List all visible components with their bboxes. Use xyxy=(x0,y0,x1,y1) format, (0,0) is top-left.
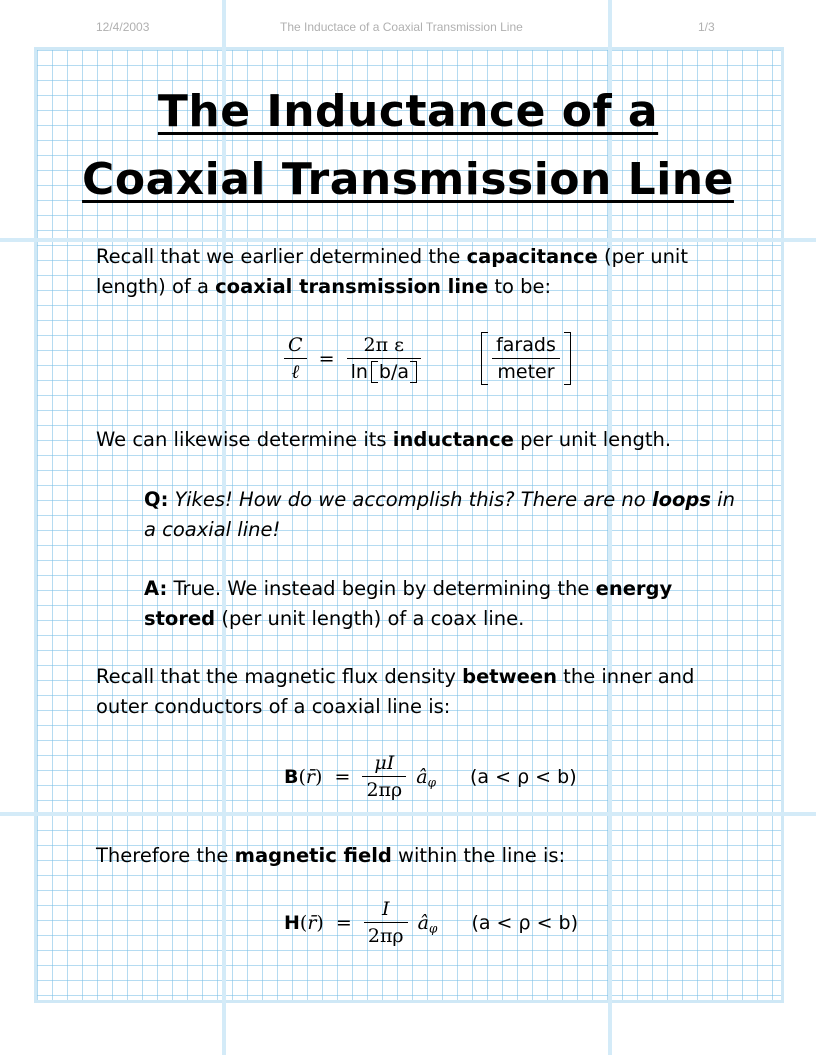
text: Yikes! How do we accomplish this? There are no xyxy=(168,488,652,511)
unit-vector: â xyxy=(417,911,429,934)
unit-vector-subscript: φ xyxy=(428,921,438,936)
range-condition: (a < ρ < b) xyxy=(471,911,579,934)
bold-term: inductance xyxy=(392,428,514,451)
text: Recall that the magnetic flux density xyxy=(96,665,463,688)
text: True. We instead begin by determining the xyxy=(167,577,596,600)
unit-vector-subscript: φ xyxy=(427,775,436,790)
fraction-mu-i xyxy=(362,752,406,801)
bold-term: coaxial transmission line xyxy=(215,275,489,298)
header-page-number: 1/3 xyxy=(698,20,715,34)
position-vector: r̄ xyxy=(307,911,317,934)
paragraph-recall-capacitance xyxy=(96,242,736,302)
eq-denominator: 2πρ xyxy=(367,925,404,947)
text: Recall that we earlier determined the xyxy=(96,245,467,268)
eq-denominator-arg: b/a xyxy=(371,361,417,383)
question-label: Q: xyxy=(144,488,169,511)
header-doc-title: The Inductace of a Coaxial Transmission Line xyxy=(280,20,523,34)
fraction-c-over-l xyxy=(284,334,307,384)
text: (per unit length) of a coax line. xyxy=(215,607,525,630)
capacitance-equation xyxy=(284,332,571,385)
header-date: 12/4/2003 xyxy=(96,20,150,34)
bold-term: energy stored xyxy=(144,577,673,630)
magnetic-field-equation: H(r̄) = $\frac{I}{2\pi\rho}$ $â_\varphi$ (a < ρ < b) xyxy=(284,898,579,947)
ln-operator: ln xyxy=(350,360,368,383)
unit-meter: meter xyxy=(497,361,555,383)
text: (per unit length) of a xyxy=(96,245,688,298)
bold-term: magnetic field xyxy=(234,844,392,867)
answer-block xyxy=(144,574,744,634)
position-vector: r̄ xyxy=(305,765,315,788)
eq-numerator: μI xyxy=(362,752,406,777)
question-block xyxy=(144,485,744,545)
paragraph-magnetic-field xyxy=(96,841,736,871)
flux-density-equation: B(r̄) = $\frac{\mu I}{2\pi\rho}$ $â_\varphi$ (a < ρ < b) xyxy=(284,752,577,801)
unit-vector: â xyxy=(416,765,428,788)
text: to be: xyxy=(488,275,552,298)
fraction-i xyxy=(364,898,408,947)
text: per unit length. xyxy=(513,428,672,451)
fraction-2pi-eps xyxy=(347,334,421,384)
text: in a coaxial line! xyxy=(144,488,735,541)
units-bracket xyxy=(481,332,571,385)
page-title-line2: Coaxial Transmission Line xyxy=(82,154,734,205)
paragraph-inductance xyxy=(96,425,736,455)
page-title-line1: The Inductance of a xyxy=(157,86,659,137)
eq-numerator: C xyxy=(284,334,307,359)
eq-numerator: I xyxy=(364,898,408,923)
paragraph-flux-density xyxy=(96,662,736,722)
equals-sign: = xyxy=(334,765,351,788)
vector-b: B xyxy=(284,765,299,788)
text: We can likewise determine its xyxy=(96,428,393,451)
equals-sign: = xyxy=(318,347,335,370)
bold-term: capacitance xyxy=(466,245,598,268)
eq-denominator: ℓ xyxy=(291,360,300,383)
answer-label: A: xyxy=(144,577,168,600)
range-condition: (a < ρ < b) xyxy=(470,765,577,788)
text: within the line is: xyxy=(391,844,566,867)
equals-sign: = xyxy=(335,911,352,934)
unit-farads: farads xyxy=(492,334,560,359)
eq-numerator: 2π ε xyxy=(347,334,421,359)
vector-h: H xyxy=(284,911,300,934)
text: Therefore the xyxy=(96,844,235,867)
bold-term: loops xyxy=(651,488,711,511)
eq-denominator: 2πρ xyxy=(366,779,403,801)
text: the inner and outer conductors of a coaxial line is: xyxy=(96,665,695,718)
bold-term: between xyxy=(462,665,557,688)
